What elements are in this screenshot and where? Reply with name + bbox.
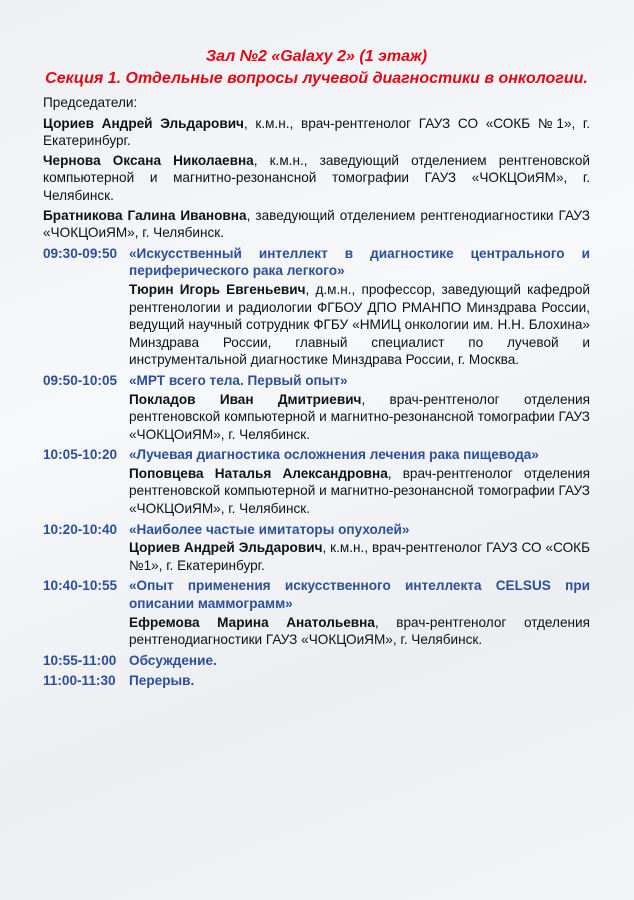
- speaker-info: , врач-рентгенолог отделения рентгеновской компьютерной и магнитно-резонансной томографии ГАУЗ «ЧОКЦОиЯМ», г. Челябинск.: [129, 391, 590, 442]
- slot-time: 10:05-10:20: [43, 447, 118, 463]
- slot-speaker: [129, 281, 590, 369]
- chair-info: , к.м.н., врач-рентгенолог ГАУЗ СО «СОКБ №1», г. Екатеринбург.: [43, 115, 591, 149]
- speaker-name: Цориев Андрей Эльдарович: [129, 540, 323, 556]
- chair-item: [43, 207, 590, 242]
- chair-info: , заведующий отделением рентгенодиагностики ГАУЗ «ЧОКЦОиЯМ», г. Челябинск.: [43, 207, 590, 241]
- slot-topic: «Лучевая диагностика осложнения лечения рака пищевода»: [129, 447, 539, 463]
- slot-topic: «Искусственный интеллект в диагностике центрального и периферического рака легкого»: [129, 245, 590, 279]
- slot-time: 10:20-10:40: [43, 521, 118, 537]
- schedule-slot: [43, 372, 590, 443]
- schedule-slot: [43, 446, 590, 517]
- slot-speaker: [129, 614, 590, 649]
- slot-topic: «МРТ всего тела. Первый опыт»: [129, 372, 348, 388]
- speaker-name: Тюрин Игорь Евгеньевич: [129, 281, 306, 297]
- schedule-slot: [43, 652, 590, 670]
- slot-time: 10:40-10:55: [43, 578, 118, 594]
- speaker-info: , врач-рентгенолог отделения рентгенодиагностики ГАУЗ «ЧОКЦОиЯМ», г. Челябинск.: [129, 614, 590, 648]
- slot-time: 11:00-11:30: [43, 673, 116, 689]
- chairs-list: [43, 115, 590, 242]
- slot-time: 10:55-11:00: [43, 652, 117, 668]
- slot-topic: Обсуждение.: [129, 652, 217, 668]
- schedule-slot: [43, 577, 590, 648]
- speaker-name: Поповцева Наталья Александровна: [129, 465, 388, 481]
- slot-speaker: [129, 539, 590, 574]
- speaker-name: Ефремова Марина Анатольевна: [129, 614, 375, 630]
- slot-body: [129, 245, 590, 369]
- chair-item: [43, 152, 590, 205]
- slot-time: 09:50-10:05: [43, 372, 118, 388]
- speaker-info: , д.м.н., профессор, заведующий кафедрой рентгенологии и радиологии ФГБОУ ДПО РМАНПО Минздрава России, ведущий научный сотрудник ФГБУ «НМИЦ онкологии им. Н.Н. Блохина» Минздрава России, главный специалист по лучевой и инструментальной диагностике Минздрава России, г. Москва.: [129, 281, 590, 368]
- slot-speaker: [129, 391, 590, 444]
- slot-topic: «Наиболее частые имитаторы опухолей»: [129, 521, 410, 537]
- chair-item: [43, 115, 590, 150]
- chair-name: Чернова Оксана Николаевна: [43, 152, 254, 168]
- slot-body: [129, 672, 590, 690]
- hall-title: Зал №2 «Galaxy 2» (1 этаж): [205, 48, 428, 65]
- slot-topic: «Опыт применения искусственного интеллекта CELSUS при описании маммограмм»: [129, 578, 590, 612]
- chair-name: Цориев Андрей Эльдарович: [43, 115, 244, 131]
- slot-body: [129, 521, 590, 575]
- schedule-slot: [43, 521, 590, 575]
- slot-topic: Перерыв.: [129, 673, 195, 689]
- chairs-label: Председатели:: [43, 95, 138, 110]
- slot-speaker: [129, 465, 590, 518]
- schedule-slot: [43, 672, 590, 690]
- section-title: Секция 1. Отдельные вопросы лучевой диагностики в онкологии.: [45, 70, 588, 87]
- slot-time: 09:30-09:50: [43, 245, 118, 261]
- schedule-slot: [43, 245, 590, 369]
- slot-body: [129, 652, 590, 670]
- slot-body: [129, 577, 590, 648]
- schedule: [43, 245, 590, 690]
- speaker-info: , врач-рентгенолог отделения рентгеновской компьютерной и магнитно-резонансной томографии ГАУЗ «ЧОКЦОиЯМ», г. Челябинск.: [129, 465, 590, 517]
- chair-name: Братникова Галина Ивановна: [43, 207, 247, 223]
- speaker-name: Покладов Иван Дмитриевич: [129, 391, 362, 407]
- slot-body: [129, 446, 590, 517]
- program-page: [43, 46, 590, 690]
- speaker-info: , к.м.н., врач-рентгенолог ГАУЗ СО «СОКБ №1», г. Екатеринбург.: [129, 540, 590, 573]
- chair-info: , к.м.н., заведующий отделением рентгеновской компьютерной и магнитно-резонансной томографии ГАУЗ «ЧОКЦОиЯМ», г. Челябинск.: [43, 152, 590, 203]
- slot-body: [129, 372, 590, 443]
